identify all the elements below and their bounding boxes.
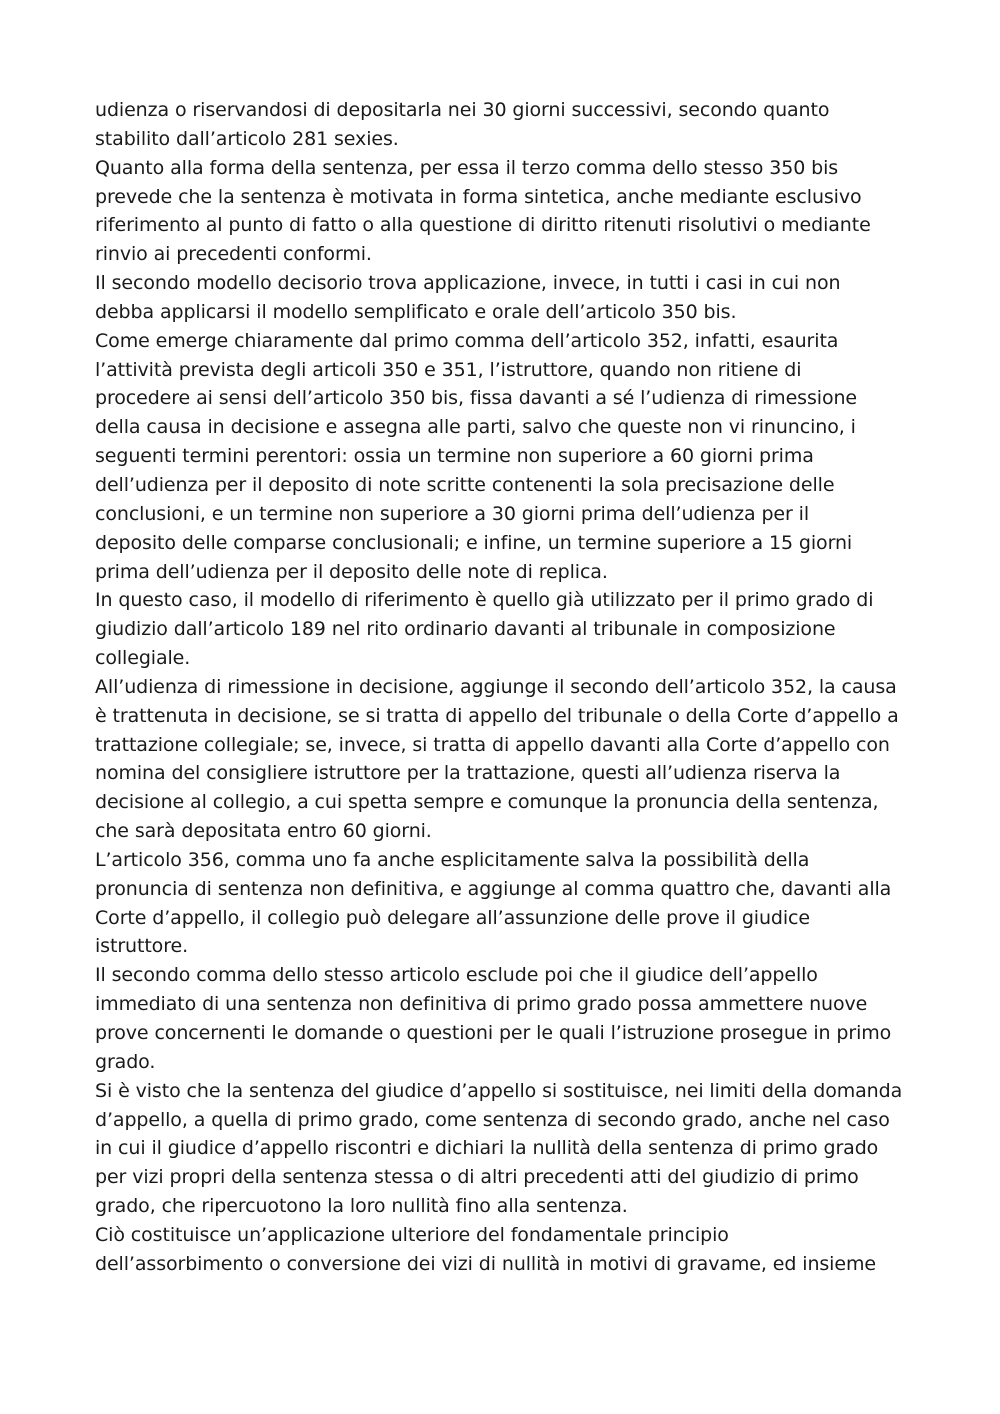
text-line: In questo caso, il modello di riferimento è quello già utilizzato per il primo grado di <box>95 589 874 612</box>
text-line: All’udienza di rimessione in decisione, aggiunge il secondo dell’articolo 352, la causa <box>95 675 897 698</box>
text-line: Il secondo modello decisorio trova applicazione, invece, in tutti i casi in cui non <box>95 272 841 295</box>
text-line: decisione al collegio, a cui spetta sempre e comunque la pronuncia della sentenza, <box>95 791 879 814</box>
text-line: conclusioni, e un termine non superiore a 30 giorni prima dell’udienza per il <box>95 502 810 525</box>
text-line: prima dell’udienza per il deposito delle note di replica. <box>95 560 608 583</box>
text-line: Come emerge chiaramente dal primo comma dell’articolo 352, infatti, esaurita <box>95 329 839 352</box>
text-line: debba applicarsi il modello semplificato e orale dell’articolo 350 bis. <box>95 300 737 323</box>
text-line: udienza o riservandosi di depositarla nei 30 giorni successivi, secondo quanto <box>95 99 830 121</box>
text-line: giudizio dall’articolo 189 nel rito ordinario davanti al tribunale in composizione <box>95 618 836 641</box>
text-line: dell’assorbimento o conversione dei vizi di nullità in motivi di gravame, ed insieme <box>95 1252 876 1275</box>
text-line: L’articolo 356, comma uno fa anche esplicitamente salva la possibilità della <box>95 848 810 871</box>
text-line: immediato di una sentenza non definitiva di primo grado possa ammettere nuove <box>95 993 868 1016</box>
text-line: l’attività prevista degli articoli 350 e 351, l’istruttore, quando non ritiene di <box>95 358 802 381</box>
text-line: rinvio ai precedenti conformi. <box>95 243 372 266</box>
text-line: grado, che ripercuotono la loro nullità fino alla sentenza. <box>95 1195 628 1218</box>
text-line: d’appello, a quella di primo grado, come sentenza di secondo grado, anche nel caso <box>95 1108 890 1131</box>
text-line: istruttore. <box>95 935 189 958</box>
text-line: che sarà depositata entro 60 giorni. <box>95 820 432 843</box>
text-line: deposito delle comparse conclusionali; e infine, un termine superiore a 15 giorni <box>95 531 853 554</box>
document-body-text <box>95 96 915 1279</box>
text-line: stabilito dall’articolo 281 sexies. <box>95 127 399 150</box>
text-line: è trattenuta in decisione, se si tratta di appello del tribunale o della Corte d’appello a <box>95 704 899 727</box>
text-line: in cui il giudice d’appello riscontri e dichiari la nullità della sentenza di primo grado <box>95 1137 879 1160</box>
text-line: Corte d’appello, il collegio può delegare all’assunzione delle prove il giudice <box>95 906 810 929</box>
text-line: prove concernenti le domande o questioni per le quali l’istruzione prosegue in primo <box>95 1022 892 1044</box>
text-line: riferimento al punto di fatto o alla questione di diritto ritenuti risolutivi o mediante <box>95 214 871 237</box>
text-line: collegiale. <box>95 647 191 670</box>
text-line: nomina del consigliere istruttore per la trattazione, questi all’udienza riserva la <box>95 762 841 785</box>
text-line: Quanto alla forma della sentenza, per essa il terzo comma dello stesso 350 bis <box>95 156 839 179</box>
text-line: procedere ai sensi dell’articolo 350 bis, fissa davanti a sé l’udienza di rimessione <box>95 387 858 410</box>
text-line: prevede che la sentenza è motivata in forma sintetica, anche mediante esclusivo <box>95 185 862 208</box>
text-line: Il secondo comma dello stesso articolo esclude poi che il giudice dell’appello <box>95 964 818 987</box>
text-line: Ciò costituisce un’applicazione ulteriore del fondamentale principio <box>95 1223 729 1246</box>
text-line: Si è visto che la sentenza del giudice d’appello si sostituisce, nei limiti della domanda <box>95 1079 903 1102</box>
text-line: dell’udienza per il deposito di note scritte contenenti la sola precisazione delle <box>95 473 835 496</box>
text-line: della causa in decisione e assegna alle parti, salvo che queste non vi rinuncino, i <box>95 416 856 439</box>
text-line: pronuncia di sentenza non definitiva, e aggiunge al comma quattro che, davanti alla <box>95 877 892 900</box>
text-line: trattazione collegiale; se, invece, si tratta di appello davanti alla Corte d’appello con <box>95 733 890 756</box>
text-line: per vizi propri della sentenza stessa o di altri precedenti atti del giudizio di primo <box>95 1166 859 1189</box>
text-line: seguenti termini perentori: ossia un termine non superiore a 60 giorni prima <box>95 445 814 468</box>
text-line: grado. <box>95 1050 156 1073</box>
